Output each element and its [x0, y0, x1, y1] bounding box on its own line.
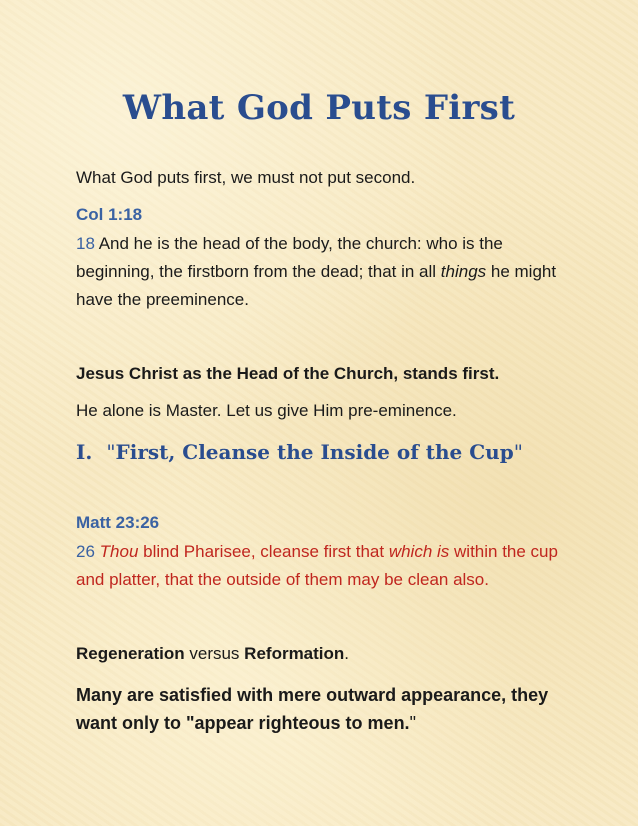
col-reference: Col 1:18: [76, 205, 143, 224]
period: .: [344, 644, 350, 663]
regeneration-word: Regeneration: [76, 644, 185, 663]
regeneration-line: [76, 640, 576, 668]
head-statement: Jesus Christ as the Head of the Church, stands first.: [76, 364, 500, 383]
section-title: First, Cleanse the Inside of the Cup: [115, 440, 514, 464]
outward-statement: [76, 681, 576, 737]
col-verse: [76, 230, 568, 314]
versus-text: versus: [184, 644, 245, 663]
verse-italic-text: things: [440, 262, 487, 281]
page-title: What God Puts First: [122, 88, 516, 128]
master-statement: He alone is Master. Let us give Him pre-eminence.: [76, 401, 457, 420]
intro-text: What God puts first, we must not put second.: [76, 168, 416, 187]
reformation-word: Reformation: [244, 644, 345, 663]
verse-italic-text: Thou: [99, 542, 139, 561]
matt-reference: Matt 23:26: [76, 513, 160, 532]
outward-text: Many are satisfied with mere outward appearance, they want only to "appear righteous to men.: [76, 685, 549, 733]
closing-quote: ": [409, 713, 416, 733]
verse-number: 18: [76, 234, 95, 253]
section-heading: [76, 440, 523, 464]
verse-text-end: within the cup and platter, that the outside of them may be clean also.: [76, 542, 558, 589]
verse-italic-text: which is: [388, 542, 450, 561]
close-quote: ": [513, 440, 523, 464]
verse-text-end: he might have the preeminence.: [76, 262, 557, 309]
verse-number: 26: [76, 542, 95, 561]
open-quote: ": [106, 440, 116, 464]
verse-text: And he is the head of the body, the church: who is the beginning, the firstborn from the dead; that in all: [76, 234, 503, 281]
section-number: I.: [76, 440, 93, 464]
verse-text: blind Pharisee, cleanse first that: [138, 542, 389, 561]
matt-verse: [76, 538, 568, 594]
